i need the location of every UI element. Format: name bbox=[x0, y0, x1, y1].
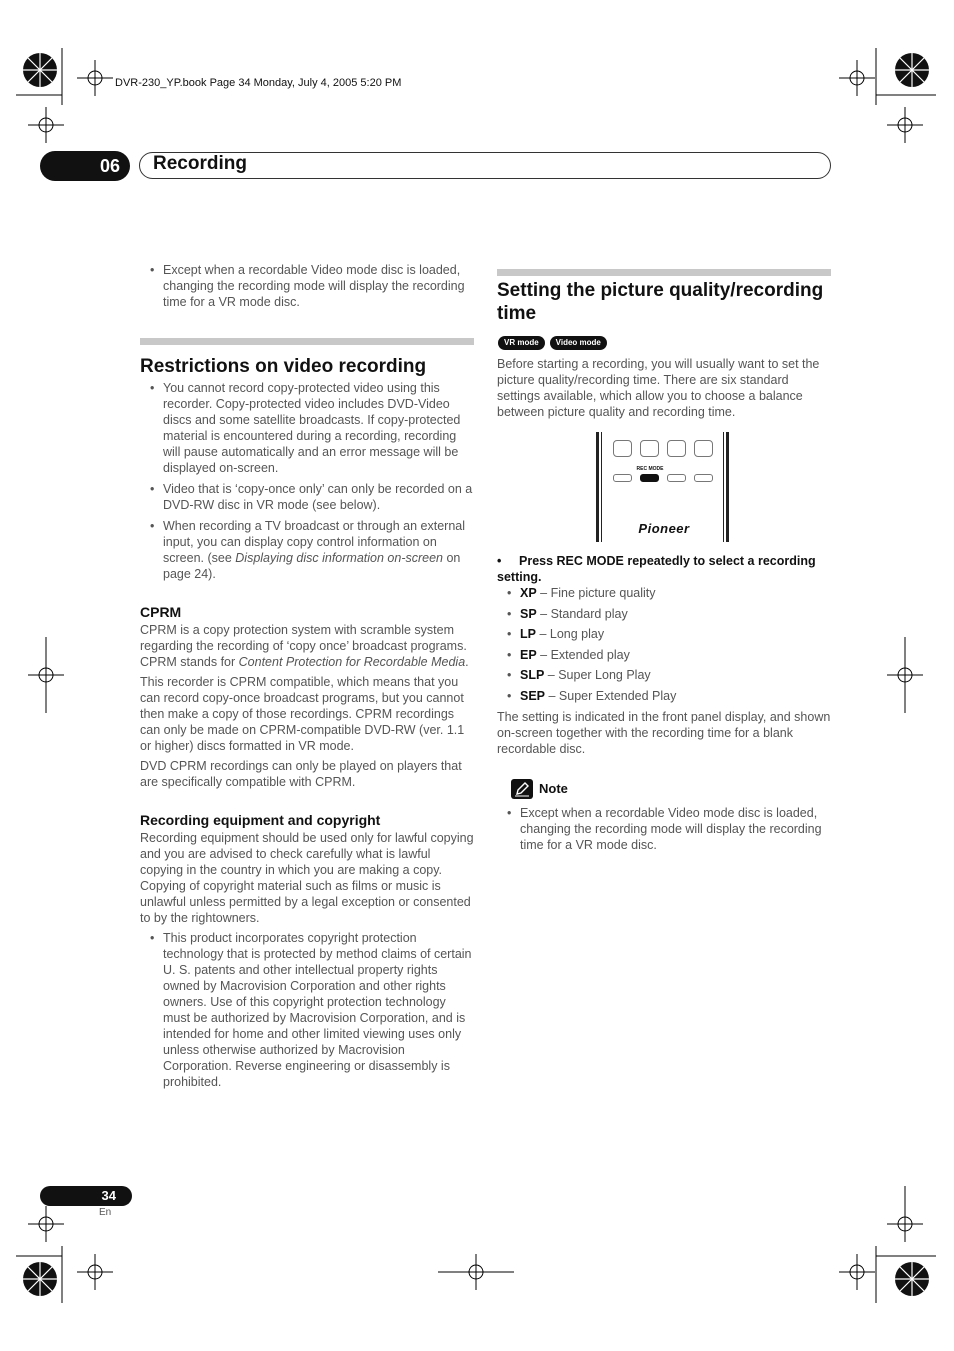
mode-item: • SEP – Super Extended Play bbox=[497, 688, 831, 709]
remote-small-button bbox=[694, 474, 713, 482]
setting-indicator-text: The setting is indicated in the front panel display, and shown on-screen together with the recording time for a blank recordable disc. bbox=[497, 710, 831, 756]
chapter-title: Recording bbox=[153, 153, 247, 174]
intro-bullet: • Except when a recordable Video mode disc is loaded, changing the recording mode will display the recording time for a VR mode disc. bbox=[140, 262, 474, 310]
section-divider bbox=[497, 269, 831, 276]
remote-button bbox=[613, 440, 632, 457]
picture-quality-heading: Setting the picture quality/recording time bbox=[497, 280, 824, 324]
equipment-bullet: • This product incorporates copyright protection technology that is protected by method claims of certain U. S. patents and other intellectual property rights owned by Macrovision Corporation and other rights owners. Use of this copyright protection technology must be authorized by Macrovision Corporation, and is intended for home and other limited viewing uses only unless otherwise authorized by Macrovision Corporation. Reverse engineering or disassembly is prohibited. bbox=[140, 930, 474, 1090]
pioneer-logo: Pioneer bbox=[638, 521, 690, 536]
left-column bbox=[140, 262, 474, 1095]
mode-item: • SLP – Super Long Play bbox=[497, 667, 831, 688]
page-number-badge: 34 bbox=[40, 1186, 132, 1206]
mode-item: • SP – Standard play bbox=[497, 606, 831, 627]
note-bullet: • Except when a recordable Video mode disc is loaded, changing the recording mode will display the recording time for a VR mode disc. bbox=[497, 805, 831, 853]
picture-quality-intro: Before starting a recording, you will usually want to set the picture quality/recording time. There are six standard settings available, which allow you to choose a balance between picture quality and recording time. bbox=[497, 357, 820, 419]
cprm-heading: CPRM bbox=[140, 604, 182, 620]
note-icon bbox=[511, 779, 533, 799]
rec-mode-label: REC MODE bbox=[636, 466, 664, 472]
restriction-bullet: • Video that is ‘copy-once only’ can only be recorded on a DVD-RW disc in VR mode (see below). bbox=[140, 481, 474, 513]
rec-mode-button bbox=[640, 474, 659, 482]
restriction-bullet: • When recording a TV broadcast or through an external input, you can display copy control information on screen. (see Displaying disc information on-screen on page 24). bbox=[140, 518, 474, 582]
restrictions-list bbox=[140, 380, 474, 582]
vr-mode-tag: VR mode bbox=[498, 336, 545, 350]
remote-small-button bbox=[613, 474, 632, 482]
intro-bullet-list bbox=[140, 262, 474, 310]
equipment-list bbox=[140, 930, 474, 1090]
mode-item: • LP – Long play bbox=[497, 626, 831, 647]
book-info: DVR-230_YP.book Page 34 Monday, July 4, 2005 5:20 PM bbox=[115, 77, 402, 89]
remote-illustration bbox=[596, 432, 732, 542]
cross-reference: Displaying disc information on-screen bbox=[235, 551, 443, 565]
mode-tags bbox=[498, 332, 612, 350]
section-divider bbox=[140, 338, 474, 345]
chapter-number-badge: 06 bbox=[40, 151, 130, 181]
note-list bbox=[497, 805, 831, 858]
video-mode-tag: Video mode bbox=[550, 336, 607, 350]
restrictions-heading: Restrictions on video recording bbox=[140, 356, 427, 377]
mode-item: • XP – Fine picture quality bbox=[497, 585, 831, 606]
remote-small-button bbox=[667, 474, 686, 482]
equipment-paragraph: Recording equipment should be used only for lawful copying and you are advised to check carefully what is lawful copying in the country in which you are making a copy. Copying of copyright material such as films or music is unlawful unless permitted by a legal exception or consented to by the rightowners. bbox=[140, 831, 474, 925]
cprm-paragraph: This recorder is CPRM compatible, which means that you can record copy-once broadcast programs, but you cannot then make a copy of those recordings. CPRM recordings can only be made on CPRM-compatible DVD-RW (ver. 1.1 or higher) discs formatted in VR mode. bbox=[140, 675, 465, 753]
mode-item: • EP – Extended play bbox=[497, 647, 831, 668]
restriction-bullet: • You cannot record copy-protected video using this recorder. Copy-protected video includes DVD-Video discs and some satellite broadcasts. If copy-protected material is encountered during a recording, recording will pause automatically and an error message will be displayed on-screen. bbox=[140, 380, 474, 476]
rec-mode-instruction: • Press REC MODE repeatedly to select a recording setting. bbox=[497, 554, 816, 584]
language-label: En bbox=[99, 1207, 112, 1218]
recording-modes-list bbox=[497, 585, 831, 708]
cprm-paragraph: CPRM is a copy protection system with scramble system regarding the recording of ‘copy once’ broadcast programs. CPRM stands for Content Protection for Recordable Media. bbox=[140, 623, 469, 669]
remote-button bbox=[694, 440, 713, 457]
note-heading: Note bbox=[539, 781, 568, 796]
equipment-heading: Recording equipment and copyright bbox=[140, 812, 381, 828]
remote-button bbox=[667, 440, 686, 457]
cprm-paragraph: DVD CPRM recordings can only be played on players that are specifically compatible with CPRM. bbox=[140, 759, 462, 789]
remote-button bbox=[640, 440, 659, 457]
